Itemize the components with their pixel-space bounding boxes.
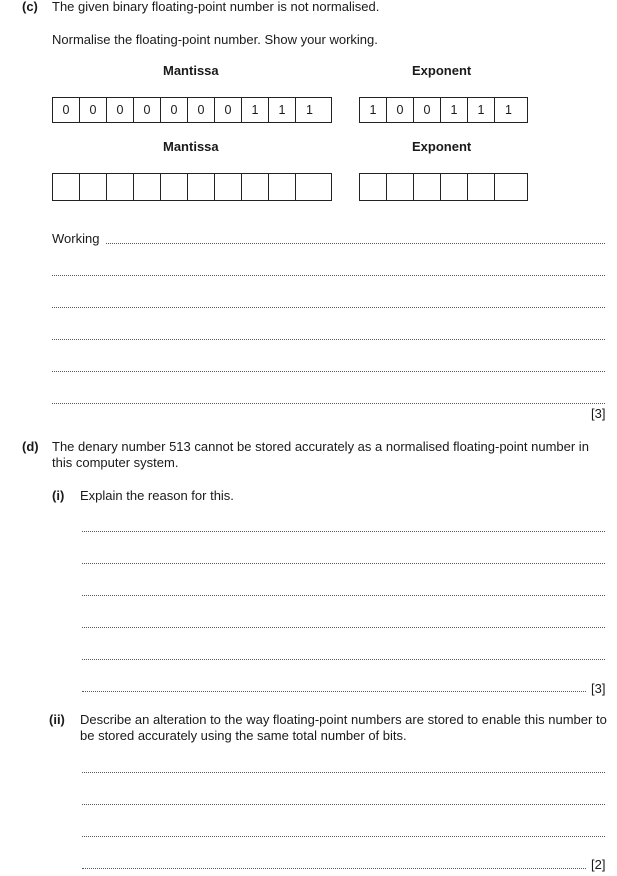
answer-exponent-label: Exponent <box>412 139 472 154</box>
given-mantissa-grid <box>52 97 332 123</box>
answer-line[interactable] <box>52 371 605 372</box>
answer-line[interactable] <box>52 403 605 404</box>
answer-mantissa-cell[interactable] <box>242 174 269 200</box>
mantissa-bit: 1 <box>242 98 269 122</box>
answer-line[interactable] <box>82 868 586 869</box>
answer-line[interactable] <box>82 595 605 596</box>
part-d-i-label: (i) <box>52 488 65 503</box>
answer-mantissa-cell[interactable] <box>161 174 188 200</box>
exponent-bit: 0 <box>414 98 441 122</box>
answer-mantissa-cell[interactable] <box>53 174 80 200</box>
answer-exponent-cell[interactable] <box>360 174 387 200</box>
exponent-bit: 1 <box>505 103 512 117</box>
exponent-label: Exponent <box>412 63 472 78</box>
part-c-label: (c) <box>22 0 38 14</box>
mantissa-bit: 0 <box>161 98 188 122</box>
mantissa-bit: 0 <box>134 98 161 122</box>
part-d-ii-marks: [2] <box>591 857 606 872</box>
exponent-bit: 0 <box>387 98 414 122</box>
answer-mantissa-label: Mantissa <box>163 139 219 154</box>
answer-exponent-grid[interactable] <box>359 173 528 201</box>
mantissa-bit: 0 <box>107 98 134 122</box>
answer-mantissa-grid[interactable] <box>52 173 332 201</box>
part-d-ii-question: Describe an alteration to the way floating-point numbers are stored to enable this number to be stored accurately using the same total number of bits. <box>80 712 607 743</box>
mantissa-bit: 0 <box>188 98 215 122</box>
part-c-instruction: Normalise the floating-point number. Show your working. <box>52 32 378 47</box>
exponent-bit: 1 <box>441 98 468 122</box>
answer-mantissa-cell[interactable] <box>215 174 242 200</box>
mantissa-bit: 1 <box>269 98 296 122</box>
mantissa-bit: 1 <box>306 103 313 117</box>
mantissa-label: Mantissa <box>163 63 219 78</box>
answer-line[interactable] <box>52 307 605 308</box>
answer-line[interactable] <box>82 836 605 837</box>
part-c-marks: [3] <box>591 406 606 421</box>
answer-exponent-cell[interactable] <box>441 174 468 200</box>
answer-line[interactable] <box>52 339 605 340</box>
working-label: Working <box>52 231 100 246</box>
answer-line[interactable] <box>82 772 605 773</box>
answer-exponent-cell[interactable] <box>414 174 441 200</box>
mantissa-bit: 0 <box>53 98 80 122</box>
given-exponent-grid <box>359 97 528 123</box>
part-d-i-question: Explain the reason for this. <box>80 488 234 503</box>
answer-line[interactable] <box>106 243 605 244</box>
part-d-ii-label: (ii) <box>49 712 65 727</box>
answer-exponent-cell[interactable] <box>468 174 495 200</box>
exponent-bit: 1 <box>360 98 387 122</box>
answer-line[interactable] <box>82 804 605 805</box>
answer-mantissa-cell[interactable] <box>80 174 107 200</box>
mantissa-bit: 0 <box>80 98 107 122</box>
part-c-intro: The given binary floating-point number is not normalised. <box>52 0 380 14</box>
answer-line[interactable] <box>52 275 605 276</box>
answer-exponent-cell[interactable] <box>495 174 522 200</box>
answer-line[interactable] <box>82 531 605 532</box>
answer-exponent-cell[interactable] <box>387 174 414 200</box>
exponent-bit: 1 <box>468 98 495 122</box>
answer-mantissa-cell[interactable] <box>296 174 323 200</box>
answer-mantissa-cell[interactable] <box>107 174 134 200</box>
answer-line[interactable] <box>82 627 605 628</box>
answer-line[interactable] <box>82 659 605 660</box>
answer-mantissa-cell[interactable] <box>188 174 215 200</box>
mantissa-bit: 0 <box>215 98 242 122</box>
part-d-i-marks: [3] <box>591 681 606 696</box>
part-d-label: (d) <box>22 439 39 454</box>
answer-line[interactable] <box>82 691 586 692</box>
part-d-intro: The denary number 513 cannot be stored accurately as a normalised floating-point number in this computer system. <box>52 439 589 470</box>
answer-line[interactable] <box>82 563 605 564</box>
answer-mantissa-cell[interactable] <box>134 174 161 200</box>
answer-mantissa-cell[interactable] <box>269 174 296 200</box>
